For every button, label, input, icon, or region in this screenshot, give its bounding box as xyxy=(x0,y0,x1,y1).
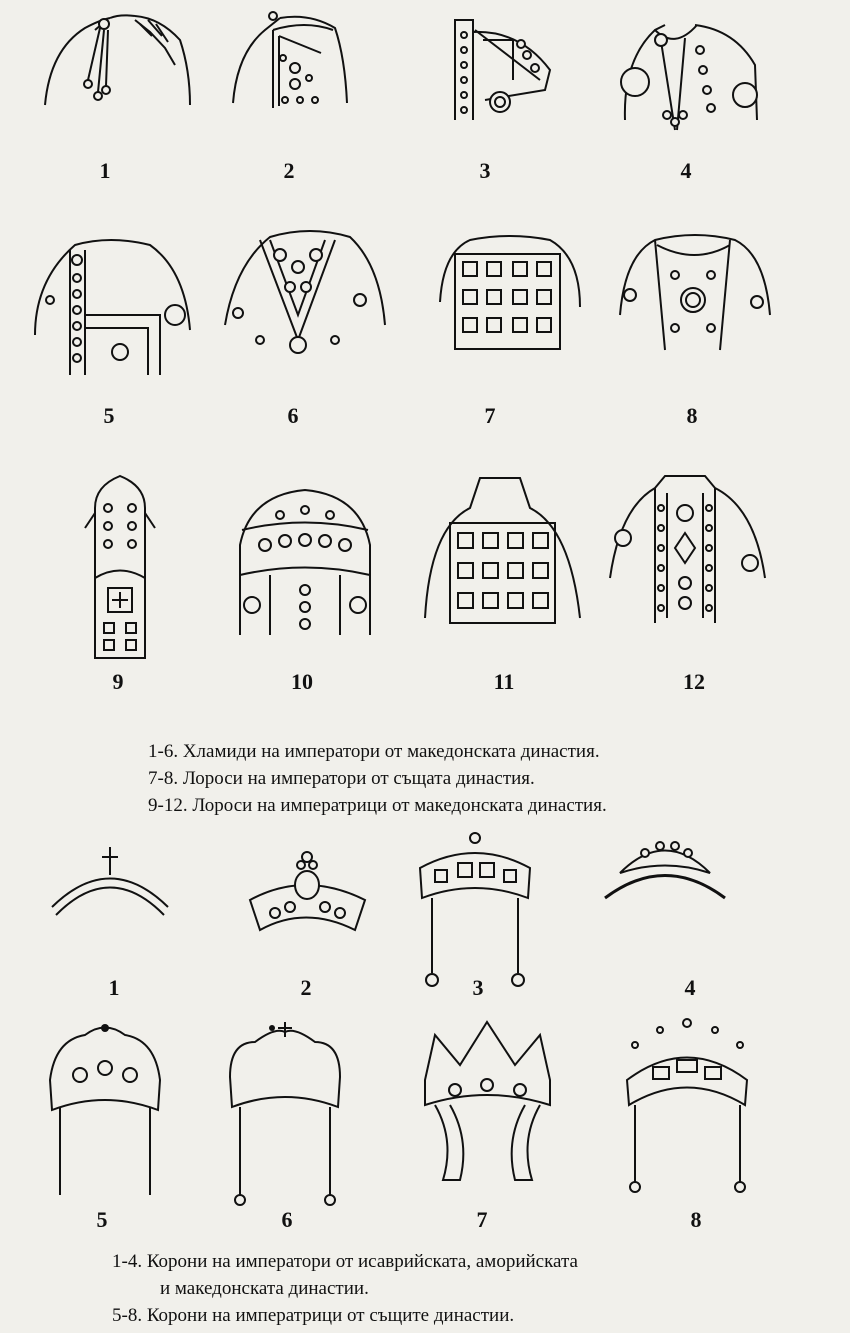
garment-figure-7 xyxy=(435,232,585,352)
garment-figure-11 xyxy=(420,468,585,633)
garment-figure-2 xyxy=(225,8,355,118)
crown-caption-line-2: и македонската династии. xyxy=(160,1278,369,1299)
crown-caption-block xyxy=(112,1248,578,1329)
crown-label-1: 1 xyxy=(108,975,120,1000)
garment-label-12: 12 xyxy=(683,669,705,694)
garment-caption-line-1: 1-6. Хламиди на императори от македонската династия. xyxy=(148,741,600,762)
garment-figure-9 xyxy=(80,468,160,663)
garment-figure-5 xyxy=(30,230,200,380)
garment-figure-4 xyxy=(615,10,765,135)
crown-figure-2 xyxy=(245,845,370,940)
garment-label-9: 9 xyxy=(112,669,124,694)
garment-label-6: 6 xyxy=(287,403,299,428)
garment-label-10: 10 xyxy=(291,669,313,694)
crown-label-7: 7 xyxy=(476,1207,488,1232)
crown-label-8: 8 xyxy=(690,1207,702,1232)
garment-label-3: 3 xyxy=(479,158,491,183)
crown-figure-3 xyxy=(410,828,540,993)
crown-label-3: 3 xyxy=(472,975,484,1000)
garment-figure-1 xyxy=(40,10,200,120)
crown-caption-line-1: 1-4. Корони на императори от исаврийската, аморийската xyxy=(112,1251,578,1272)
crown-label-6: 6 xyxy=(281,1207,293,1232)
crown-label-4: 4 xyxy=(684,975,696,1000)
crown-label-2: 2 xyxy=(300,975,312,1000)
crown-figure-5 xyxy=(40,1020,170,1200)
garment-figure-10 xyxy=(230,485,380,640)
garment-label-11: 11 xyxy=(493,669,515,694)
garment-label-5: 5 xyxy=(103,403,115,428)
garment-caption-line-2: 7-8. Лороси на императори от същата династия. xyxy=(148,768,535,789)
crown-label-5: 5 xyxy=(96,1207,108,1232)
crown-figure-4 xyxy=(600,828,730,903)
garment-figure-12 xyxy=(605,468,775,628)
crown-figure-7 xyxy=(415,1020,560,1190)
garment-figure-8 xyxy=(615,230,775,355)
crown-figure-8 xyxy=(615,1015,760,1195)
crown-figure-1 xyxy=(50,845,170,925)
crown-figure-6 xyxy=(220,1022,350,1207)
garment-label-7: 7 xyxy=(484,403,496,428)
garment-label-2: 2 xyxy=(283,158,295,183)
garment-figure-6 xyxy=(220,225,390,360)
garment-caption-block xyxy=(148,738,607,819)
garment-caption-line-3: 9-12. Лороси на императрици от македонската династия. xyxy=(148,795,607,816)
garment-label-1: 1 xyxy=(99,158,111,183)
garment-figure-3 xyxy=(445,10,565,130)
garment-label-8: 8 xyxy=(686,403,698,428)
crown-caption-line-3: 5-8. Корони на императрици от същите династии. xyxy=(112,1305,515,1326)
garment-label-4: 4 xyxy=(680,158,692,183)
